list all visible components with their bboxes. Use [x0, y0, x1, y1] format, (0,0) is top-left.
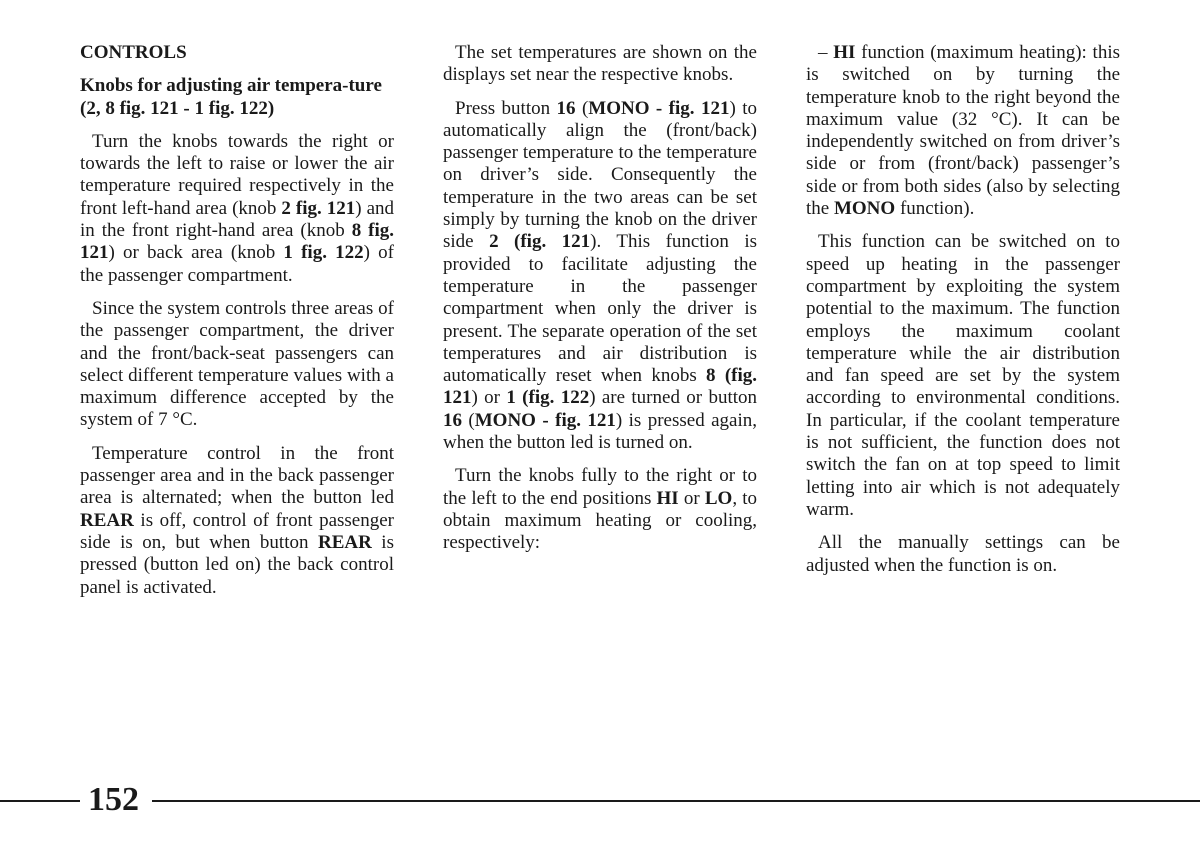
paragraph-speed-up-heating: This function can be switched on to speed up heating in the passenger compartment by exploiting the system potential to the maximum. The function employs the maximum coolant temperature while the air distribution and fan speed are set by the system according to environmental conditions. In particular, if the coolant temperature is not sufficient, the function does not switch the fan on at top speed to limit letting into air which is not adequately warm.	[806, 231, 1120, 520]
text-run: ) of the passenger compartment.	[80, 242, 394, 286]
page-number: 152	[88, 781, 139, 818]
bold-ref: 16	[443, 409, 462, 431]
bold-ref: 1 (fig. 122	[506, 387, 590, 409]
text-run: ) is pressed again, when the button led is turned on.	[443, 409, 757, 454]
text-run: (	[575, 97, 589, 119]
text-run: Turn the knobs fully to the right or to the left to the end positions	[443, 465, 757, 509]
paragraph-three-areas: Since the system controls three areas of the passenger compartment, the driver and the front/back-seat passengers can select different temperature values with a maximum difference accepted by the system of 7 °C.	[80, 297, 394, 431]
paragraph-mono-button	[443, 98, 757, 455]
text-run: Temperature control in the front passenger area and in the back passenger area is alternated; when the button led	[80, 442, 394, 509]
text-run: is off, control of front passenger side is on, but when button	[80, 509, 394, 553]
text-run: function).	[895, 198, 975, 220]
bold-ref: 8 fig. 121	[80, 220, 395, 264]
bold-ref: 2 fig. 121	[281, 197, 356, 219]
bold-ref: 1 fig. 122	[283, 242, 364, 264]
text-run: (	[462, 409, 475, 431]
text-run: ) and in the front right-hand area (knob	[80, 197, 395, 242]
bold-ref: REAR	[80, 509, 134, 531]
text-run: ) or back area (knob	[108, 242, 284, 264]
bold-ref: MONO - fig. 121	[588, 97, 730, 119]
middle-column	[443, 42, 757, 566]
bold-ref: LO	[704, 487, 733, 509]
text-run: –	[818, 42, 834, 63]
text-run: , to obtain maximum heating or cooling, respectively:	[443, 487, 758, 554]
paragraph-manual-settings: All the manually settings can be adjusted when the function is on.	[806, 532, 1120, 576]
bold-ref: HI	[833, 42, 856, 63]
paragraph-end-positions	[443, 465, 757, 554]
paragraph-rear-control	[80, 443, 394, 599]
paragraph-displays: The set temperatures are shown on the displays set near the respective knobs.	[443, 42, 757, 86]
left-column	[80, 42, 394, 610]
bold-ref: 2 (fig. 121	[489, 231, 591, 253]
footer-rule-right	[152, 800, 1200, 802]
text-run: is pressed (button led on) the back control panel is activated.	[80, 531, 394, 598]
text-run: ). This function is provided to facilitate adjusting the temperature in the passenger compartment when only the driver is present. The separate operation of the set temperatures and air distribution is automatically reset when knobs	[443, 231, 758, 387]
bold-ref: MONO	[833, 198, 896, 220]
text-run: or	[678, 487, 705, 509]
text-run: ) to automatically align the (front/back) passenger temperature to the temperature on driver’s side. Consequently the temperature in the two areas can be set simply by turning the knob on the driver side	[443, 97, 757, 253]
text-run: ) are turned or button	[589, 387, 757, 409]
text-run: ) or	[471, 387, 507, 409]
paragraph-hi-function	[806, 42, 1120, 220]
bold-ref: 16	[556, 97, 576, 119]
bold-ref: 8 (fig. 121	[443, 365, 757, 409]
bold-ref: MONO - fig. 121	[474, 409, 616, 431]
text-run: function (maximum heating): this is switched on by turning the temperature knob to the right beyond the maximum value (32 °C). It can be independently switched on from driver’s side or from (front/back) passenger’s side or from both sides (also by selecting the	[806, 42, 1120, 220]
bold-ref: REAR	[317, 531, 372, 553]
right-column	[806, 42, 1120, 588]
bold-ref: HI	[656, 487, 679, 509]
text-run: Press button	[455, 97, 557, 119]
footer-rule-left	[0, 800, 80, 802]
subsection-heading: Knobs for adjusting air tempera-ture (2, 8 fig. 121 - 1 fig. 122)	[80, 75, 382, 119]
section-heading: CONTROLS	[80, 42, 187, 63]
text-run: Turn the knobs towards the right or towards the left to raise or lower the air temperature required respectively in the front left-hand area (knob	[80, 130, 394, 219]
paragraph-knob-areas	[80, 131, 394, 287]
